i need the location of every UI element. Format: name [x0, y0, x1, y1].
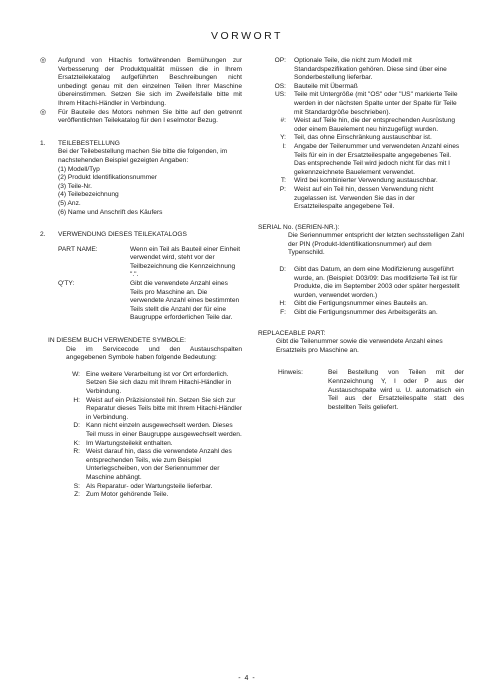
symbol-code: K:	[73, 439, 80, 447]
section-heading	[40, 140, 242, 149]
symbol-row	[258, 91, 464, 117]
symbol-row	[258, 117, 464, 134]
note-label: Hinweis:	[278, 369, 303, 377]
symbol-row	[54, 440, 242, 449]
symbol-description: Gibt die Fertigungsnummer eines Bauteils an.	[294, 300, 428, 308]
symbol-description: Optionale Teile, die nicht zum Modell mit Standardspezifikation gehören. Diese sind über eine Sonderbestellung lieferbar.	[294, 57, 447, 82]
symbol-description: Zum Motor gehörende Teile.	[86, 491, 169, 499]
symbol-code: D:	[279, 266, 286, 274]
list-item: (6) Name und Anschrift des Käufers	[58, 208, 163, 216]
symbol-description: Weist darauf hin, dass die verwendete Anzahl des entsprechenden Teils, wie zum Beispiel Unterlegscheiben, von der Seriennummer der Maschine abhängt.	[86, 448, 232, 481]
symbol-code: H:	[279, 300, 286, 308]
list-item: (5) Anz.	[58, 199, 81, 207]
symbol-row	[258, 57, 464, 83]
symbol-description: Kann nicht einzeln ausgewechselt werden. Dieses Teil muss in einer Baugruppe ausgewechselt werden.	[86, 422, 242, 438]
symbol-description: Weist auf Teile hin, die der entsprechenden Ausrüstung oder einem Bauelement neu hinzugefügt wurden.	[294, 117, 456, 133]
symbol-list	[54, 371, 242, 500]
double-circle-icon: ◎	[40, 57, 47, 64]
section-title: TEILEBESTELLUNG	[58, 139, 120, 147]
symbol-row	[54, 448, 242, 482]
symbols-heading: IN DIESEM BUCH VERWENDETE SYMBOLE:	[48, 337, 187, 345]
symbol-row	[258, 177, 464, 186]
symbol-code: US:	[275, 91, 286, 99]
definition-row	[40, 246, 242, 280]
symbol-description: Teil, das ohne Einschränkung austauschbar ist.	[294, 134, 432, 142]
symbol-code: S:	[73, 482, 80, 490]
symbol-code: I:	[282, 142, 286, 150]
symbol-row	[258, 186, 464, 212]
symbol-code: H:	[73, 396, 80, 404]
definition-text: Gibt die verwendete Anzahl eines Teils pro Maschine an. Die verwendete Anzahl eines bestimmten Teils stellt die Anzahl der für eine Baugruppe erforderlichen Teile dar.	[130, 280, 240, 322]
bullet-item	[40, 109, 242, 126]
symbol-description: Weist auf ein Teil hin, dessen Verwendung nicht zugelassen ist. Verwenden Sie das in der Ersatzteilespalte angegebene Teil.	[294, 185, 434, 211]
symbol-description: Weist auf ein Präzisionsteil hin. Setzen Sie sich zur Reparatur dieses Teils bitte mit Ihrem Hitachi-Händler in Verbindung.	[86, 396, 242, 421]
symbol-description: Bauteile mit Übermaß	[294, 82, 358, 90]
replaceable-heading: REPLACEABLE PART:	[258, 329, 326, 337]
page-number: - 4 -	[238, 675, 256, 682]
symbol-row	[258, 300, 464, 309]
section-number: 2.	[40, 231, 46, 239]
symbol-code: #:	[280, 117, 286, 125]
symbol-code: D:	[73, 422, 80, 430]
symbol-description: Als Reparatur- oder Wartungsteile lieferbar.	[86, 482, 213, 490]
list-item: (4) Teilebezeichnung	[58, 191, 119, 199]
list-item: (1) Modell/Typ	[58, 165, 100, 173]
symbol-row	[54, 422, 242, 439]
serial-heading: SERIAL No. (SERIEN-NR.):	[258, 223, 340, 231]
symbol-row	[258, 143, 464, 177]
symbol-row	[258, 134, 464, 143]
note-text: Bei Bestellung von Teilen mit der Kennzeichnung Y, I oder P aus der Austauschspalte wird u. U. automatisch ein Teil aus der Ersatzteilespalte statt des bestellten Teils geliefert.	[328, 369, 464, 411]
definition-text: Wenn ein Teil als Bauteil einer Einheit verwendet wird, steht vor der Teilbezeichnung die Kennzeichnung ".".	[130, 245, 241, 279]
symbol-description: Angabe der Teilenummer und verwendeten Anzahl eines Teils für ein in der Ersatzteilespalte angegebenes Teil. Das entsprechende Teil wird jedoch nicht für das mit I gekennzeichnete Bauelement verwendet.	[294, 142, 460, 176]
symbol-code: Y:	[280, 134, 286, 142]
section-body	[58, 148, 242, 217]
section-heading	[40, 231, 242, 240]
replaceable-text: Gibt die Teilenummer sowie die verwendete Anzahl eines Ersatzteils pro Maschine an.	[276, 338, 443, 354]
left-column	[40, 57, 242, 500]
symbol-code: R:	[73, 448, 80, 456]
symbol-description: Wird bei kombinierter Verwendung austauschbar.	[294, 177, 438, 185]
bullet-text: Aufgrund von Hitachis fortwährenden Bemühungen zur Verbesserung der Produktqualität müssen die in Ihrem Ersatzteilekatalog aufgeführten Beschreibungen nicht unbedingt genau mit den einzelnen Teilen Ihrer Maschine übereinstimmen. Setzen Sie sich im Zweifelsfalle bitte mit Ihrem Hitachi-Händler in Verbindung.	[58, 57, 242, 107]
symbol-description: Gibt das Datum, an dem eine Modifizierung ausgeführt wurde, an. (Beispiel: D03/09: Das modifizierte Teil ist für Produkte, die im September 2003 oder später hergestellt wurden, verwendet worden.)	[294, 266, 460, 299]
symbol-row	[54, 371, 242, 397]
symbols-intro: Die im Servicecode und den Austauschspalten angegebenen Symbole haben folgende Bedeutung:	[66, 345, 242, 362]
symbol-code: OS:	[274, 82, 286, 90]
symbol-description: Im Wartungsteilekit enthalten.	[86, 439, 173, 447]
section-number: 1.	[40, 139, 46, 147]
symbol-code: Z:	[74, 491, 80, 499]
bullet-item	[40, 57, 242, 109]
symbol-row	[258, 309, 464, 318]
symbol-description: Gibt die Fertigungsnummer des Arbeitsgeräts an.	[294, 309, 438, 317]
list-item: (3) Teile-Nr.	[58, 182, 92, 190]
symbol-row	[258, 266, 464, 300]
symbol-description: Teile mit Untergröße (mit "OS" oder "US" markierte Teile werden in der nächsten Spalte unter der Spalte für Teile mit Standardgröße beschrieben).	[294, 91, 458, 116]
symbol-code: F:	[280, 309, 286, 317]
symbol-row	[54, 491, 242, 500]
symbol-code: OP:	[274, 57, 286, 64]
page-title: VORWORT	[211, 30, 283, 42]
double-circle-icon: ◎	[40, 108, 47, 116]
right-column	[258, 57, 464, 412]
section-title: VERWENDUNG DIESES TEILEKATALOGS	[58, 231, 187, 239]
symbol-code: W:	[72, 370, 80, 378]
symbol-row	[258, 83, 464, 92]
symbol-code: T:	[280, 177, 286, 185]
symbol-row	[54, 483, 242, 492]
serial-text: Die Seriennummer entspricht der letzten sechsstelligen Zahl der PIN (Produkt-Identifikationsnummer) auf dem Typenschild.	[288, 232, 464, 257]
definition-row	[40, 280, 242, 323]
list-item: (2) Produkt Identifikationsnummer	[58, 174, 157, 182]
symbol-row	[54, 397, 242, 423]
section-intro: Bei der Teilebestellung machen Sie bitte die folgenden, im nachstehenden Beispiel gezeigten Angaben:	[58, 148, 228, 164]
definition-term: Q'TY:	[58, 280, 75, 288]
bullet-text: Für Bauteile des Motors nehmen Sie bitte auf den getrennt veröffentlichten Teilekatalog für den l eselmotor Bezug.	[58, 108, 242, 125]
symbol-code: P:	[279, 185, 286, 193]
symbol-description: Eine weitere Verarbeitung ist vor Ort erforderlich. Setzen Sie sich dazu mit Ihrem Hitachi-Händler in Verbindung.	[86, 370, 232, 395]
definition-term: PART NAME:	[58, 245, 98, 253]
note-row	[258, 369, 464, 412]
